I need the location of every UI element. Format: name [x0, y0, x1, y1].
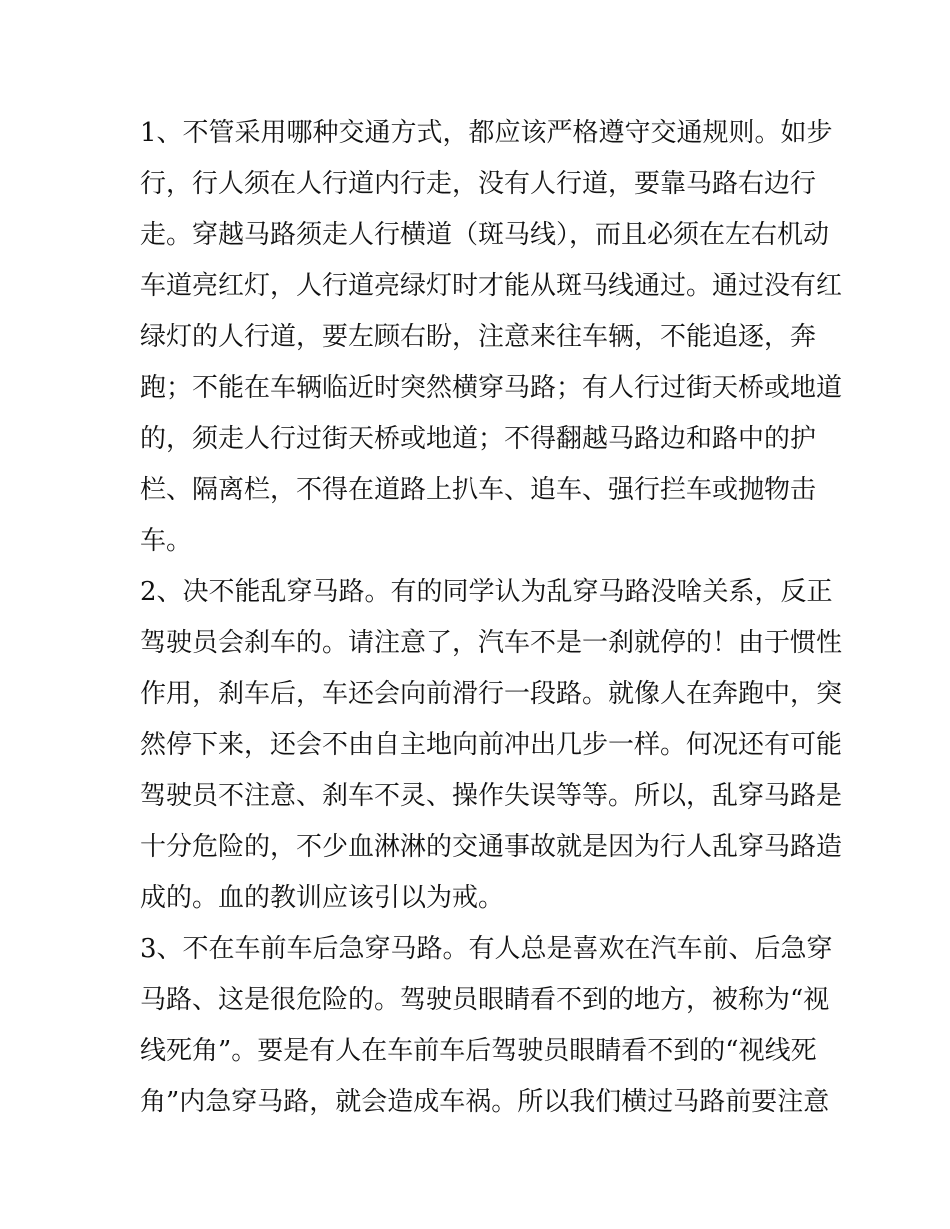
text-line: 跑；不能在车辆临近时突然横穿马路；有人行过街天桥或地道: [140, 373, 843, 403]
text-line: 成的。血的教训应该引以为戒。: [140, 883, 505, 913]
text-line: 然停下来，还会不由自主地向前冲出几步一样。何况还有可能: [140, 730, 843, 760]
text-line: 栏、隔离栏，不得在道路上扒车、追车、强行拦车或抛物击: [140, 475, 817, 505]
text-line: 2、决不能乱穿马路。有的同学认为乱穿马路没啥关系，反正: [140, 577, 833, 607]
text-line: 驾驶员不注意、刹车不灵、操作失误等等。所以，乱穿马路是: [140, 781, 843, 811]
text-line: 绿灯的人行道，要左顾右盼，注意来往车辆，不能追逐，奔: [140, 322, 817, 352]
text-line: 马路、这是很危险的。驾驶员眼睛看不到的地方，被称为“视: [140, 985, 830, 1015]
document-body: [140, 108, 843, 1128]
text-line: 3、不在车前车后急穿马路。有人总是喜欢在汽车前、后急穿: [140, 934, 833, 964]
text-line: 车道亮红灯，人行道亮绿灯时才能从斑马线通过。通过没有红: [140, 271, 843, 301]
text-line: 车。: [140, 526, 193, 556]
text-line: 走。穿越马路须走人行横道（斑马线），而且必须在左右机动: [140, 220, 830, 250]
text-line: 驾驶员会刹车的。请注意了，汽车不是一刹就停的！由于惯性: [140, 628, 843, 658]
text-line: 十分危险的，不少血淋淋的交通事故就是因为行人乱穿马路造: [140, 832, 843, 862]
text-line: 1、不管采用哪种交通方式，都应该严格遵守交通规则。如步: [140, 118, 833, 148]
text-line: 角”内急穿马路，就会造成车祸。所以我们横过马路前要注意: [140, 1087, 830, 1117]
text-line: 线死角”。要是有人在车前车后驾驶员眼睛看不到的“视线死: [140, 1036, 817, 1066]
text-line: 的，须走人行过街天桥或地道；不得翻越马路边和路中的护: [140, 424, 817, 454]
text-line: 作用，刹车后，车还会向前滑行一段路。就像人在奔跑中，突: [140, 679, 843, 709]
text-line: 行，行人须在人行道内行走，没有人行道，要靠马路右边行: [140, 169, 817, 199]
